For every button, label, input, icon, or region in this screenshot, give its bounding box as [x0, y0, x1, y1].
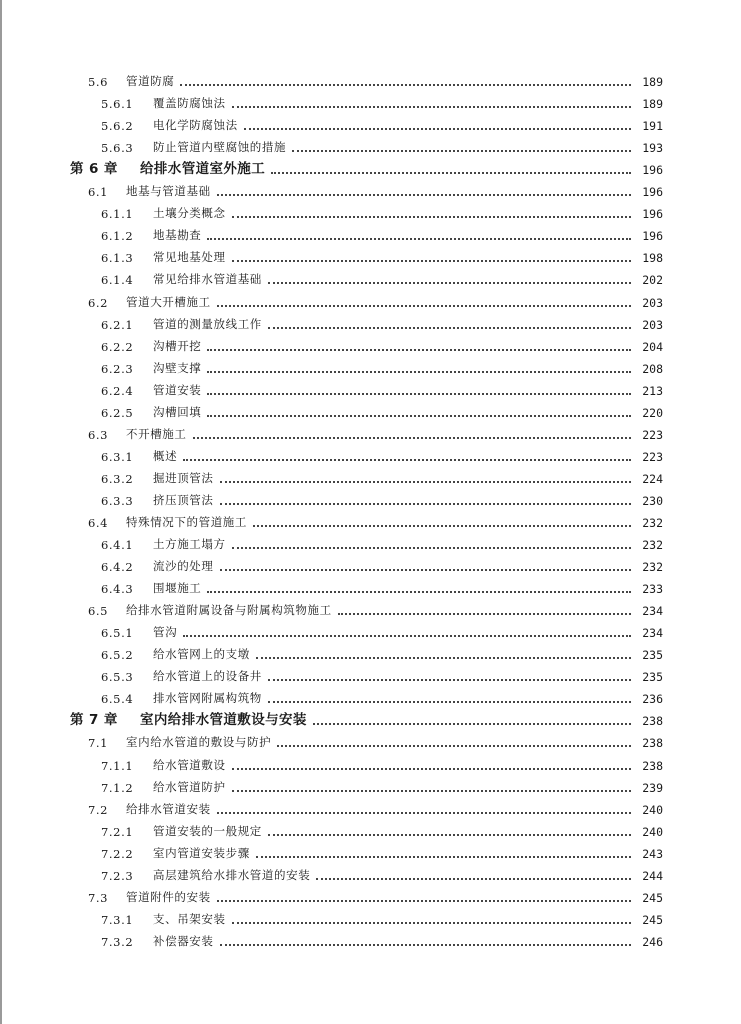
toc-entry-title: 地基与管道基础	[126, 184, 211, 199]
dot-leader	[220, 568, 632, 571]
toc-entry-number: 6.3.1	[101, 449, 134, 464]
toc-entry-title: 补偿器安装	[153, 933, 214, 948]
toc-entry-number: 7.3.2	[101, 934, 134, 949]
toc-entry-page: 232	[642, 560, 663, 575]
toc-entry-page: 238	[642, 758, 663, 773]
toc-entry-page: 246	[642, 934, 663, 949]
dot-leader	[232, 105, 631, 108]
toc-entry-number: 6.4.1	[101, 538, 134, 553]
toc-entry-title: 围堰施工	[153, 581, 202, 596]
toc-entry-number: 7.1.2	[101, 780, 134, 795]
toc-entry-title: 支、吊架安装	[153, 911, 226, 926]
toc-entry-number: 第 6 章	[70, 161, 118, 178]
toc-subsection-entry	[70, 199, 663, 221]
toc-entry-title: 管道安装	[153, 382, 202, 397]
dot-leader	[220, 943, 632, 946]
dot-leader	[207, 348, 631, 351]
dot-leader	[268, 678, 631, 681]
dot-leader	[268, 833, 631, 836]
toc-entry-page: 203	[642, 317, 663, 332]
dot-leader	[232, 546, 631, 549]
toc-entry-page: 232	[642, 538, 663, 553]
toc-subsection-entry	[70, 376, 663, 398]
toc-entry-page: 244	[642, 868, 663, 883]
toc-entry-page: 236	[642, 692, 663, 707]
toc-entry-page: 238	[642, 714, 663, 729]
toc-entry-title: 管道安装的一般规定	[153, 823, 262, 838]
toc-entry-number: 6.5.3	[101, 670, 134, 685]
dot-leader	[220, 480, 632, 483]
toc-entry-title: 给排水管道安装	[126, 801, 211, 816]
toc-entry-title: 土方施工塌方	[153, 537, 226, 552]
toc-entry-page: 223	[642, 427, 663, 442]
toc-section-entry	[70, 420, 663, 442]
toc-entry-title: 管沟	[153, 625, 178, 640]
toc-entry-number: 5.6	[88, 75, 109, 90]
dot-leader	[316, 877, 631, 880]
toc-entry-number: 7.1	[88, 736, 109, 751]
toc-subsection-entry	[70, 640, 663, 662]
toc-entry-title: 高层建筑给水排水管道的安装	[153, 867, 311, 882]
toc-entry-title: 电化学防腐蚀法	[153, 118, 238, 133]
toc-entry-page: 240	[642, 802, 663, 817]
toc-entry-page: 238	[642, 736, 663, 751]
toc-subsection-entry	[70, 530, 663, 552]
toc-subsection-entry	[70, 574, 663, 596]
toc-entry-page: 208	[642, 361, 663, 376]
toc-subsection-entry	[70, 486, 663, 508]
toc-subsection-entry	[70, 773, 663, 795]
toc-subsection-entry	[70, 442, 663, 464]
dot-leader	[271, 171, 631, 174]
toc-entry-page: 202	[642, 273, 663, 288]
toc-subsection-entry	[70, 221, 663, 243]
toc-entry-title: 给水管道敷设	[153, 757, 226, 772]
toc-entry-title: 覆盖防腐蚀法	[153, 96, 226, 111]
toc-entry-number: 5.6.2	[101, 119, 134, 134]
dot-leader	[232, 259, 631, 262]
toc-entry-number: 6.2.2	[101, 339, 134, 354]
dot-leader	[183, 458, 631, 461]
toc-entry-number: 6.1.2	[101, 229, 134, 244]
dot-leader	[217, 811, 631, 814]
toc-entry-title: 沟槽开挖	[153, 338, 202, 353]
toc-entry-page: 234	[642, 626, 663, 641]
dot-leader	[207, 237, 631, 240]
toc-section-entry	[70, 728, 663, 750]
dot-leader	[268, 281, 631, 284]
toc-subsection-entry	[70, 332, 663, 354]
toc-subsection-entry	[70, 265, 663, 287]
toc-entry-number: 6.3.3	[101, 493, 134, 508]
toc-entry-title: 给排水管道室外施工	[140, 161, 266, 178]
toc-entry-number: 6.4	[88, 515, 109, 530]
page-edge-line	[0, 0, 2, 1024]
toc-section-entry	[70, 883, 663, 905]
toc-section-entry	[70, 287, 663, 309]
toc-entry-title: 管道的测量放线工作	[153, 316, 262, 331]
toc-entry-page: 189	[642, 97, 663, 112]
toc-subsection-entry	[70, 927, 663, 949]
dot-leader	[193, 436, 632, 439]
toc-entry-title: 流沙的处理	[153, 559, 214, 574]
toc-entry-page: 193	[642, 141, 663, 156]
toc-entry-number: 6.1	[88, 185, 109, 200]
toc-chapter-entry	[70, 706, 663, 728]
toc-subsection-entry	[70, 243, 663, 265]
toc-entry-page: 196	[642, 163, 663, 178]
toc-entry-title: 防止管道内壁腐蚀的措施	[153, 140, 287, 155]
toc-entry-number: 6.3.2	[101, 471, 134, 486]
dot-leader	[232, 215, 631, 218]
toc-entry-title: 不开槽施工	[126, 426, 187, 441]
toc-entry-title: 管道大开槽施工	[126, 294, 211, 309]
toc-entry-page: 235	[642, 648, 663, 663]
toc-entry-number: 7.3.1	[101, 912, 134, 927]
toc-entry-number: 6.5.2	[101, 648, 134, 663]
toc-subsection-entry	[70, 750, 663, 772]
toc-subsection-entry	[70, 618, 663, 640]
toc-entry-number: 6.1.1	[101, 207, 134, 222]
toc-entry-page: 196	[642, 229, 663, 244]
toc-entry-page: 232	[642, 515, 663, 530]
toc-entry-title: 常见地基处理	[153, 250, 226, 265]
toc-entry-number: 7.2.2	[101, 846, 134, 861]
toc-entry-title: 排水管网附属构筑物	[153, 691, 262, 706]
toc-entry-page: 213	[642, 383, 663, 398]
toc-entry-page: 245	[642, 890, 663, 905]
toc-entry-number: 第 7 章	[70, 712, 118, 729]
toc-entry-title: 室内给排水管道敷设与安装	[140, 712, 307, 729]
toc-entry-page: 189	[642, 75, 663, 90]
toc-entry-page: 203	[642, 295, 663, 310]
toc-entry-number: 6.2.5	[101, 405, 134, 420]
toc-entry-title: 给排水管道附属设备与附属构筑物施工	[126, 603, 332, 618]
toc-entry-page: 243	[642, 846, 663, 861]
toc-entry-title: 掘进顶管法	[153, 470, 214, 485]
toc-entry-title: 管道防腐	[126, 74, 175, 89]
toc-entry-title: 管道附件的安装	[126, 889, 211, 904]
toc-entry-number: 7.3	[88, 890, 109, 905]
dot-leader	[207, 590, 631, 593]
toc-section-entry	[70, 596, 663, 618]
toc-subsection-entry	[70, 839, 663, 861]
dot-leader	[232, 789, 631, 792]
toc-entry-page: 223	[642, 449, 663, 464]
toc-section-entry	[70, 508, 663, 530]
toc-entry-title: 室内给水管道的敷设与防护	[126, 735, 272, 750]
toc-entry-title: 给水管道上的设备井	[153, 669, 262, 684]
dot-leader	[268, 700, 631, 703]
toc-subsection-entry	[70, 354, 663, 376]
toc-entry-page: 196	[642, 185, 663, 200]
toc-entry-number: 6.1.3	[101, 251, 134, 266]
toc-entry-number: 6.5.1	[101, 626, 134, 641]
toc-subsection-entry	[70, 662, 663, 684]
toc-entry-number: 6.2	[88, 295, 109, 310]
toc-entry-page: 245	[642, 912, 663, 927]
toc-entry-number: 6.2.1	[101, 317, 134, 332]
toc-entry-page: 191	[642, 119, 663, 134]
toc-entry-page: 233	[642, 582, 663, 597]
toc-entry-title: 沟壁支撑	[153, 360, 202, 375]
toc-subsection-entry	[70, 817, 663, 839]
dot-leader	[183, 634, 631, 637]
toc-entry-page: 196	[642, 207, 663, 222]
toc-entry-title: 土壤分类概念	[153, 206, 226, 221]
toc-entry-number: 6.4.2	[101, 560, 134, 575]
toc-entry-page: 235	[642, 670, 663, 685]
toc-entry-page: 224	[642, 471, 663, 486]
toc-entry-number: 6.2.3	[101, 361, 134, 376]
toc-entry-page: 240	[642, 824, 663, 839]
dot-leader	[256, 656, 631, 659]
dot-leader	[207, 414, 631, 417]
dot-leader	[207, 370, 631, 373]
dot-leader	[292, 149, 631, 152]
toc-subsection-entry	[70, 133, 663, 155]
toc-entry-page: 230	[642, 493, 663, 508]
toc-entry-number: 5.6.1	[101, 97, 134, 112]
toc-entry-number: 7.1.1	[101, 758, 134, 773]
dot-leader	[277, 744, 631, 747]
toc-entry-title: 给水管道防护	[153, 779, 226, 794]
toc-subsection-entry	[70, 89, 663, 111]
dot-leader	[217, 193, 631, 196]
dot-leader	[220, 502, 632, 505]
dot-leader	[253, 524, 631, 527]
toc-entry-number: 6.4.3	[101, 582, 134, 597]
dot-leader	[232, 767, 631, 770]
toc-subsection-entry	[70, 310, 663, 332]
toc-subsection-entry	[70, 398, 663, 420]
table-of-contents	[70, 67, 663, 949]
toc-subsection-entry	[70, 905, 663, 927]
dot-leader	[180, 83, 631, 86]
toc-entry-number: 6.2.4	[101, 383, 134, 398]
toc-entry-title: 常见给排水管道基础	[153, 272, 262, 287]
dot-leader	[268, 326, 631, 329]
toc-entry-number: 6.1.4	[101, 273, 134, 288]
toc-entry-number: 6.5.4	[101, 692, 134, 707]
toc-subsection-entry	[70, 861, 663, 883]
toc-entry-page: 198	[642, 251, 663, 266]
toc-chapter-entry	[70, 155, 663, 177]
toc-subsection-entry	[70, 684, 663, 706]
toc-subsection-entry	[70, 111, 663, 133]
dot-leader	[207, 392, 631, 395]
dot-leader	[232, 921, 631, 924]
toc-entry-number: 7.2	[88, 802, 109, 817]
toc-entry-number: 5.6.3	[101, 141, 134, 156]
toc-subsection-entry	[70, 464, 663, 486]
toc-subsection-entry	[70, 552, 663, 574]
toc-entry-number: 7.2.1	[101, 824, 134, 839]
toc-section-entry	[70, 177, 663, 199]
toc-entry-number: 7.2.3	[101, 868, 134, 883]
dot-leader	[244, 127, 631, 130]
dot-leader	[217, 304, 631, 307]
toc-entry-title: 地基勘查	[153, 228, 202, 243]
toc-entry-page: 234	[642, 604, 663, 619]
toc-section-entry	[70, 795, 663, 817]
toc-entry-number: 6.5	[88, 604, 109, 619]
toc-entry-title: 特殊情况下的管道施工	[126, 514, 247, 529]
toc-entry-number: 6.3	[88, 427, 109, 442]
toc-entry-page: 204	[642, 339, 663, 354]
dot-leader	[256, 855, 631, 858]
toc-entry-title: 挤压顶管法	[153, 492, 214, 507]
toc-entry-page: 220	[642, 405, 663, 420]
toc-section-entry	[70, 67, 663, 89]
dot-leader	[217, 899, 631, 902]
toc-entry-title: 概述	[153, 448, 178, 463]
toc-entry-title: 给水管网上的支墩	[153, 647, 250, 662]
toc-entry-title: 室内管道安装步骤	[153, 845, 250, 860]
dot-leader	[338, 612, 631, 615]
toc-entry-page: 239	[642, 780, 663, 795]
toc-entry-title: 沟槽回填	[153, 404, 202, 419]
dot-leader	[313, 722, 631, 725]
